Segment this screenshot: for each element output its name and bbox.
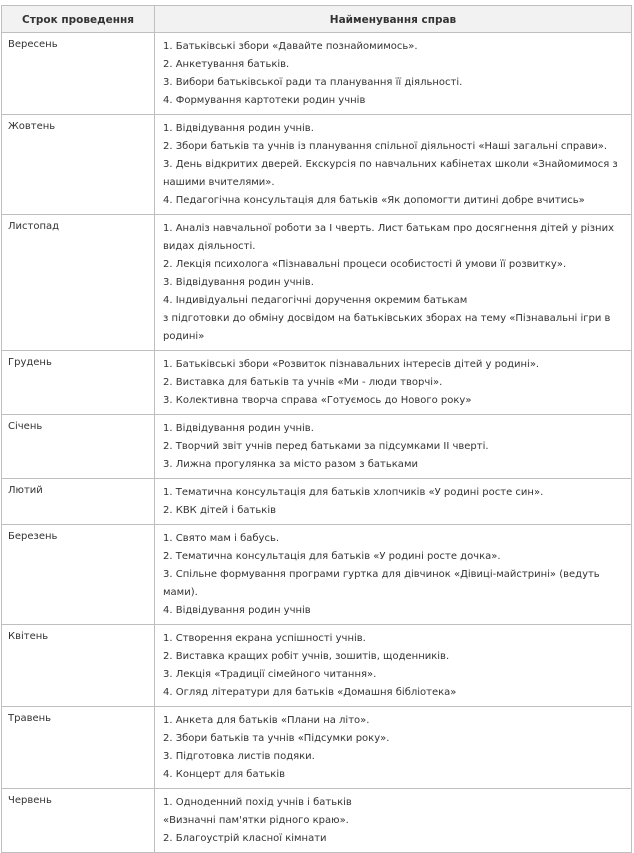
activity-item: 1. Аналіз навчальної роботи за I чверть. Лист батькам про досягнення дітей у різних видах діяльності. [163, 223, 614, 252]
activity-item: 3. День відкритих дверей. Екскурсія по навчальних кабінетах школи «Знайомимося з нашими вчителями». [163, 159, 618, 188]
activity-item: 1. Батьківські збори «Давайте познайомимось». [163, 41, 418, 52]
activity-item: 2. Виставка кращих робіт учнів, зошитів, щоденників. [163, 651, 450, 662]
activities-cell [155, 351, 632, 415]
month-cell: Червень [2, 789, 155, 853]
activity-item: 4. Формування картотеки родин учнів [163, 95, 366, 106]
activities-cell [155, 625, 632, 707]
activity-item: 4. Концерт для батьків [163, 769, 286, 780]
activities-cell [155, 215, 632, 351]
activities-cell [155, 525, 632, 625]
activity-item: 3. Лижна прогулянка за місто разом з батьками [163, 459, 418, 470]
activity-item: 3. Підготовка листів подяки. [163, 751, 315, 762]
activity-item: 3. Колективна творча справа «Готуємось до Нового року» [163, 395, 472, 406]
activity-item: 2. Благоустрій класної кімнати [163, 833, 327, 844]
activity-item: 3. Вибори батьківської ради та планування її діяльності. [163, 77, 463, 88]
table-row [2, 415, 632, 479]
table-row [2, 707, 632, 789]
activity-item: 1. Свято мам і бабусь. [163, 533, 280, 544]
month-cell: Листопад [2, 215, 155, 351]
activities-cell [155, 415, 632, 479]
table-header-row [2, 6, 632, 33]
activities-cell [155, 707, 632, 789]
table-row [2, 115, 632, 215]
activity-item: 4. Педагогічна консультація для батьків «Як допомогти дитині добре вчитись» [163, 195, 585, 206]
month-cell: Вересень [2, 33, 155, 115]
activity-item: 2. Анкетування батьків. [163, 59, 290, 70]
activity-item: 2. Тематична консультація для батьків «У родині росте дочка». [163, 551, 501, 562]
activity-item: 3. Спільне формування програми гуртка для дівчинок «Дівиці-майстрині» (ведуть мами). [163, 569, 600, 598]
activity-item: 2. Виставка для батьків та учнів «Ми - люди творчі». [163, 377, 443, 388]
table-row [2, 625, 632, 707]
activity-item: з підготовки до обміну досвідом на батьківських зборах на тему «Пізнавальні ігри в родині» [163, 313, 611, 342]
activity-item: 2. Лекція психолога «Пізнавальні процеси особистості й умови її розвитку». [163, 259, 567, 270]
activity-item: 1. Анкета для батьків «Плани на літо». [163, 715, 370, 726]
activity-item: 1. Відвідування родин учнів. [163, 423, 314, 434]
activity-item: 4. Відвідування родин учнів [163, 605, 311, 616]
activities-cell [155, 789, 632, 853]
month-cell: Травень [2, 707, 155, 789]
activity-item: 1. Батьківські збори «Розвиток пізнавальних інтересів дітей у родині». [163, 359, 540, 370]
activity-item: «Визначні пам'ятки рідного краю». [163, 815, 349, 826]
table-row [2, 525, 632, 625]
month-cell: Січень [2, 415, 155, 479]
header-activities: Найменування справ [155, 6, 632, 33]
activity-item: 1. Створення екрана успішності учнів. [163, 633, 366, 644]
activity-item: 4. Індивідуальні педагогічні доручення окремим батькам [163, 295, 468, 306]
activities-cell [155, 33, 632, 115]
header-period: Строк проведення [2, 6, 155, 33]
table-row [2, 33, 632, 115]
activity-item: 1. Тематична консультація для батьків хлопчиків «У родині росте син». [163, 487, 544, 498]
activity-item: 2. Збори батьків та учнів із планування спільної діяльності «Наші загальні справи». [163, 141, 608, 152]
activities-cell [155, 115, 632, 215]
activity-item: 4. Огляд літератури для батьків «Домашня бібліотека» [163, 687, 457, 698]
activity-item: 2. Творчий звіт учнів перед батьками за підсумками II чверті. [163, 441, 489, 452]
table-row [2, 351, 632, 415]
month-cell: Жовтень [2, 115, 155, 215]
table-row [2, 789, 632, 853]
month-cell: Квітень [2, 625, 155, 707]
activity-item: 2. КВК дітей і батьків [163, 505, 276, 516]
month-cell: Грудень [2, 351, 155, 415]
activity-item: 1. Одноденний похід учнів і батьків [163, 797, 352, 808]
table-row [2, 479, 632, 525]
activity-plan-table [1, 5, 632, 853]
table-body [2, 33, 632, 853]
activity-item: 2. Збори батьків та учнів «Підсумки року». [163, 733, 390, 744]
activity-item: 3. Лекція «Традиції сімейного читання». [163, 669, 377, 680]
activity-item: 1. Відвідування родин учнів. [163, 123, 314, 134]
activities-cell [155, 479, 632, 525]
month-cell: Лютий [2, 479, 155, 525]
table-row [2, 215, 632, 351]
month-cell: Березень [2, 525, 155, 625]
activity-item: 3. Відвідування родин учнів. [163, 277, 314, 288]
